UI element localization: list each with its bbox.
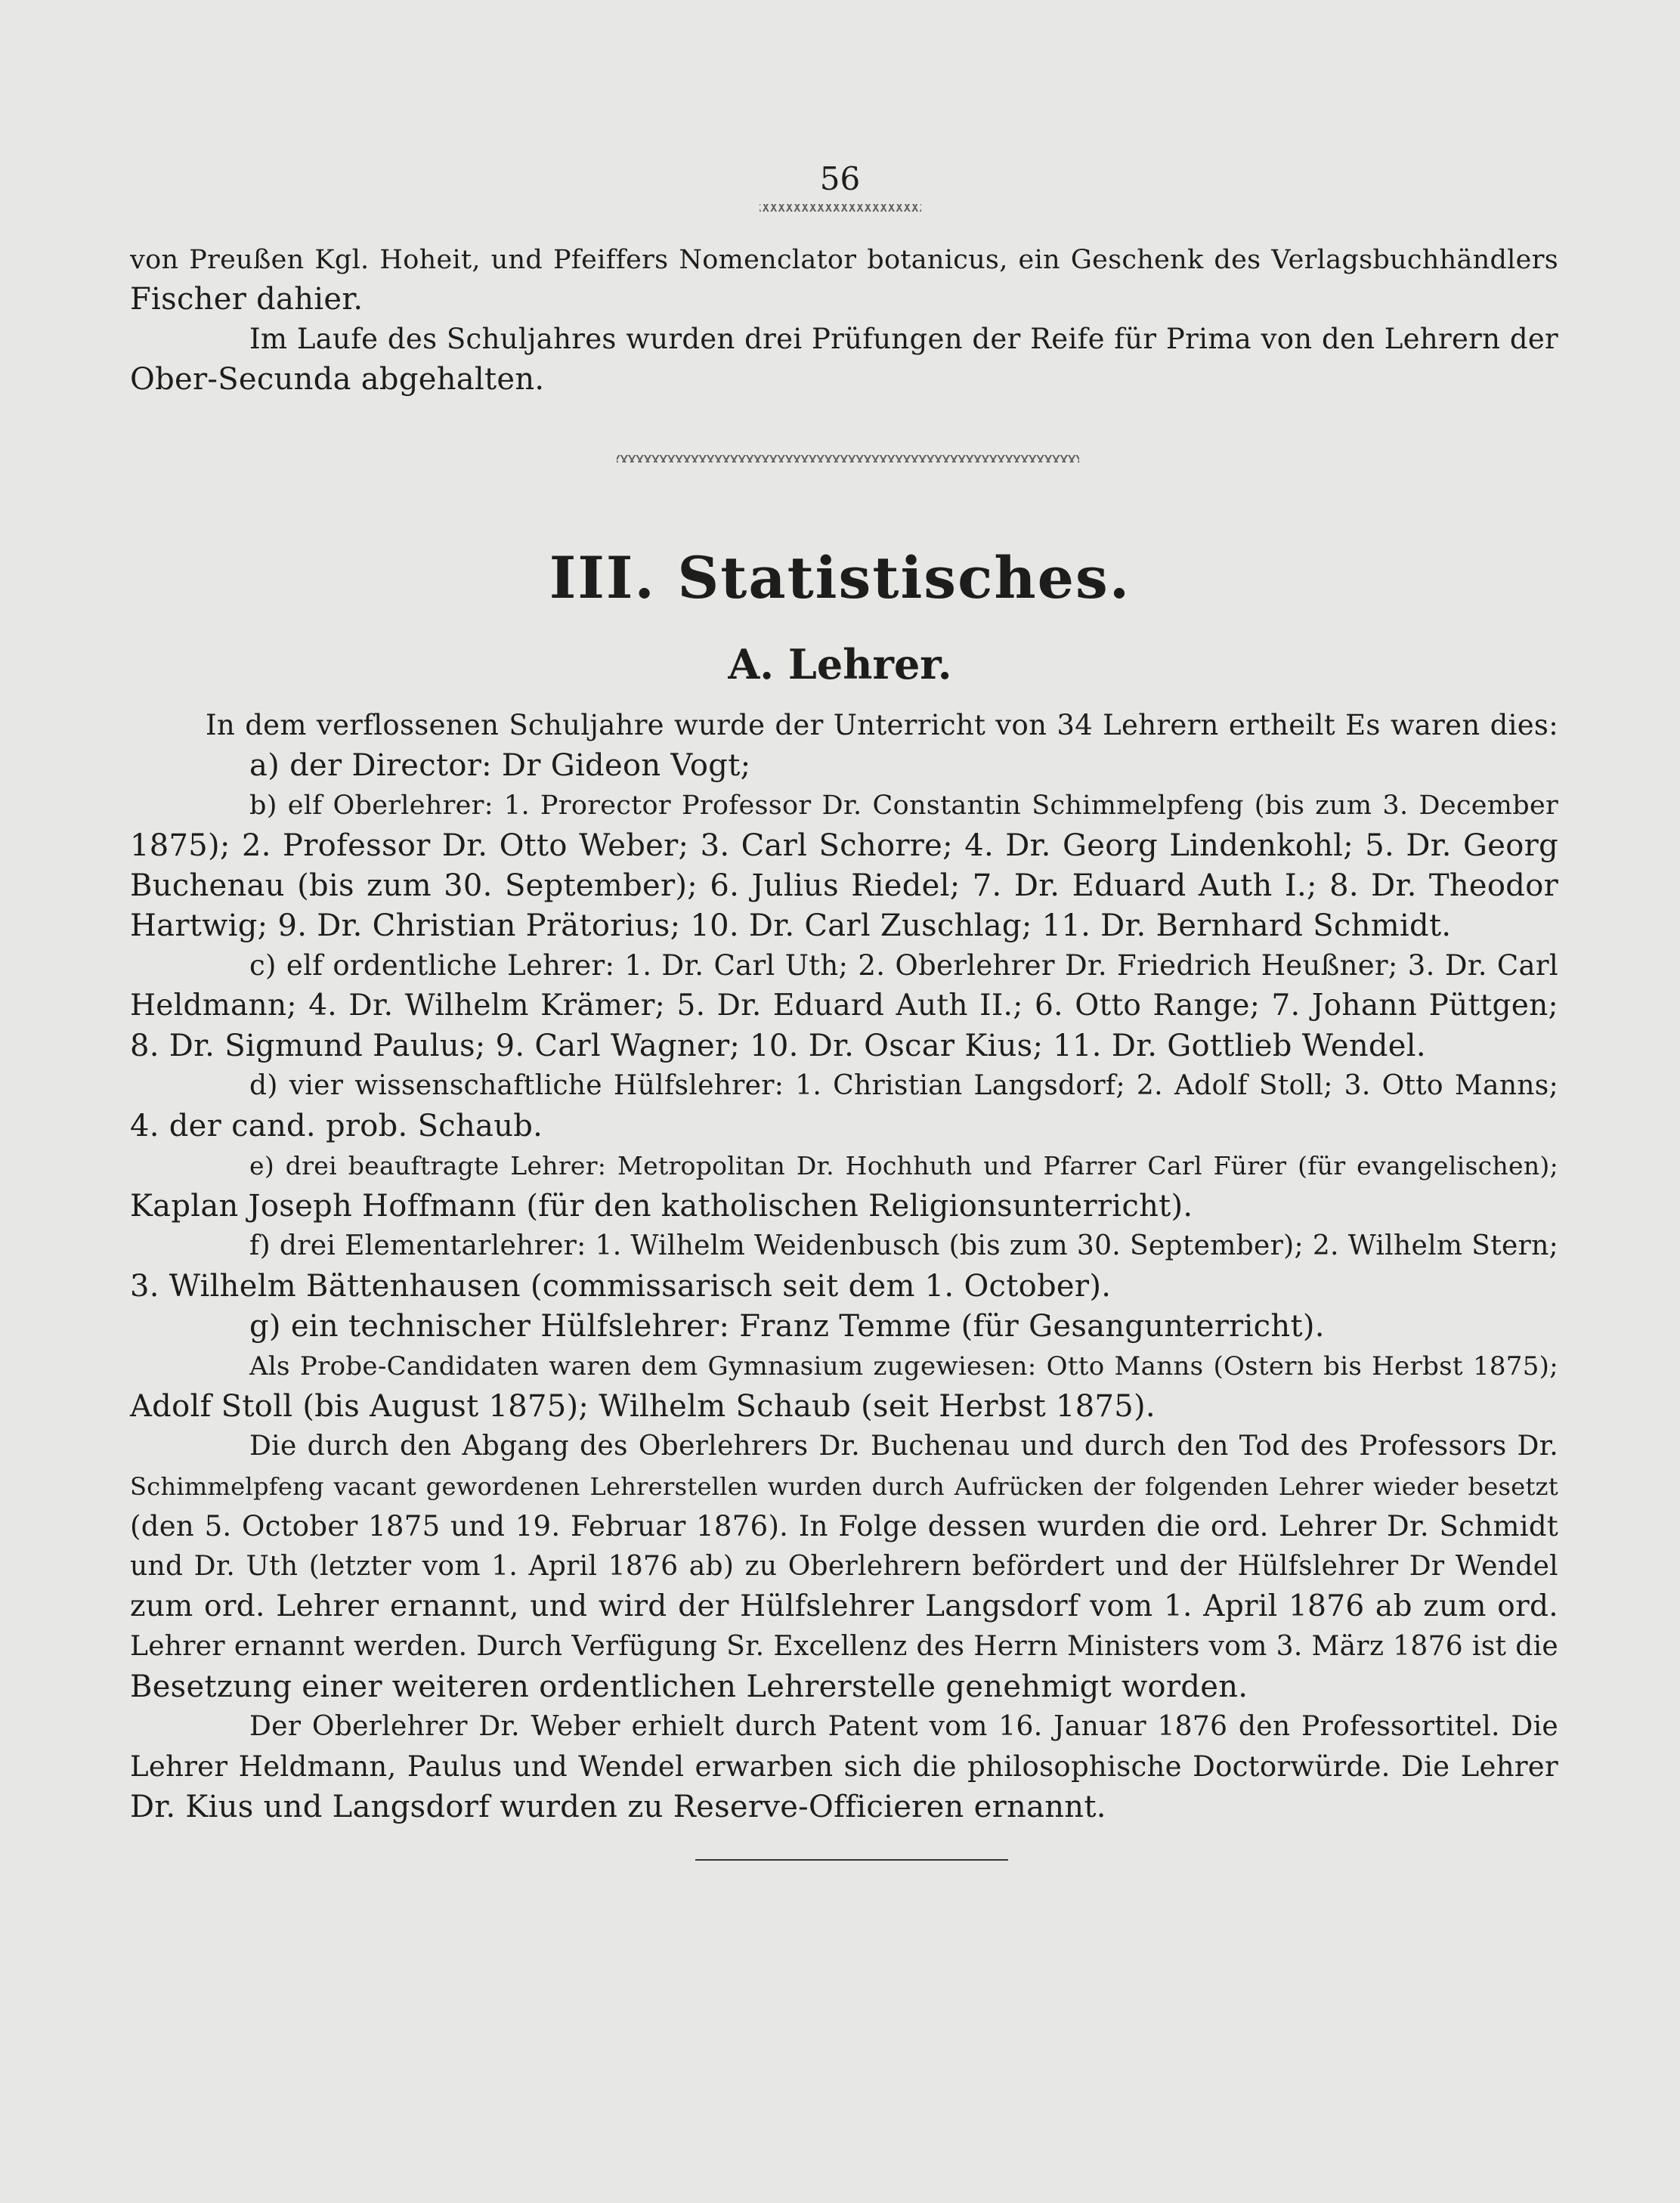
section-title: III. Statistisches. <box>549 544 1131 611</box>
text-line: e) drei beauftragte Lehrer: Metropolitan Dr. Hochhuth und Pfarrer Carl Fürer (für evangelischen); <box>249 1151 1558 1180</box>
text-line: Hartwig; 9. Dr. Christian Prätorius; 10. Dr. Carl Zuschlag; 11. Dr. Bernhard Schmidt. <box>130 908 1452 943</box>
page-number-ornament <box>760 204 921 212</box>
text-line: Besetzung einer weiteren ordentlichen Lehrerstelle genehmigt worden. <box>130 1669 1248 1704</box>
text-line: Lehrer ernannt werden. Durch Verfügung Sr. Excellenz des Herrn Ministers vom 3. März 1876 ist die <box>130 1631 1558 1662</box>
text-line: 3. Wilhelm Bättenhausen (commissarisch seit dem 1. October). <box>130 1269 1112 1304</box>
text-line: und Dr. Uth (letzter vom 1. April 1876 ab) zu Oberlehrern befördert und der Hülfslehrer Dr Wendel <box>130 1551 1558 1582</box>
text-line: zum ord. Lehrer ernannt, und wird der Hülfslehrer Langsdorf vom 1. April 1876 ab zum ord. <box>130 1589 1558 1623</box>
text-line: Fischer dahier. <box>130 282 364 317</box>
text-line: c) elf ordentliche Lehrer: 1. Dr. Carl Uth; 2. Oberlehrer Dr. Friedrich Heußner; 3. Dr. Carl <box>249 949 1558 982</box>
text-line: Buchenau (bis zum 30. September); 6. Julius Riedel; 7. Dr. Eduard Auth I.; 8. Dr. Theodor <box>130 868 1558 903</box>
text-line: g) ein technischer Hülfslehrer: Franz Temme (für Gesangunterricht). <box>249 1309 1325 1344</box>
text-line: Heldmann; 4. Dr. Wilhelm Krämer; 5. Dr. Eduard Auth II.; 6. Otto Range; 7. Johann Püttgen; <box>130 989 1558 1023</box>
text-line: Schimmelpfeng vacant gewordenen Lehrerstellen wurden durch Aufrücken der folgenden Lehrer wieder besetzt <box>130 1472 1558 1501</box>
section-divider <box>617 455 1079 463</box>
text-line: a) der Director: Dr Gideon Vogt; <box>249 748 751 783</box>
text-line: Im Laufe des Schuljahres wurden drei Prüfungen der Reife für Prima von den Lehrern der <box>249 323 1558 355</box>
text-line: Dr. Kius und Langsdorf wurden zu Reserve-Officieren ernannt. <box>130 1790 1106 1824</box>
end-rule <box>695 1859 1008 1861</box>
text-line: 1875); 2. Professor Dr. Otto Weber; 3. Carl Schorre; 4. Dr. Georg Lindenkohl; 5. Dr. Georg <box>130 828 1558 863</box>
page-number: 56 <box>819 160 861 197</box>
text-line: 4. der cand. prob. Schaub. <box>130 1109 543 1143</box>
text-line: Adolf Stoll (bis August 1875); Wilhelm Schaub (seit Herbst 1875). <box>130 1389 1156 1424</box>
text-line: Die durch den Abgang des Oberlehrers Dr. Buchenau und durch den Tod des Professors Dr. <box>249 1431 1558 1462</box>
text-line: Als Probe-Candidaten waren dem Gymnasium zugewiesen: Otto Manns (Ostern bis Herbst 1875); <box>249 1351 1558 1382</box>
subsection-title: A. Lehrer. <box>728 640 952 688</box>
text-line: b) elf Oberlehrer: 1. Prorector Professor Dr. Constantin Schimmelpfeng (bis zum 3. December <box>249 791 1558 821</box>
text-line: (den 5. October 1875 und 19. Februar 1876). In Folge dessen wurden die ord. Lehrer Dr. Schmidt <box>130 1510 1558 1542</box>
text-line: Kaplan Joseph Hoffmann (für den katholischen Religionsunterricht). <box>130 1189 1193 1224</box>
text-line: von Preußen Kgl. Hoheit, und Pfeiffers Nomenclator botanicus, ein Geschenk des Verlagsbuchhändlers <box>130 245 1558 275</box>
text-line: 8. Dr. Sigmund Paulus; 9. Carl Wagner; 10. Dr. Oscar Kius; 11. Dr. Gottlieb Wendel. <box>130 1029 1426 1063</box>
text-line: d) vier wissenschaftliche Hülfslehrer: 1. Christian Langsdorf; 2. Adolf Stoll; 3. Otto Manns; <box>249 1070 1558 1101</box>
text-line: f) drei Elementarlehrer: 1. Wilhelm Weidenbusch (bis zum 30. September); 2. Wilhelm Stern; <box>249 1230 1558 1261</box>
text-line: Der Oberlehrer Dr. Weber erhielt durch Patent vom 16. Januar 1876 den Professortitel. Die <box>249 1711 1558 1742</box>
text-line: Lehrer Heldmann, Paulus und Wendel erwarben sich die philosophische Doctorwürde. Die Lehrer <box>130 1750 1558 1783</box>
text-line: In dem verflossenen Schuljahre wurde der Unterricht von 34 Lehrern ertheilt Es waren dies: <box>206 709 1558 741</box>
text-line: Ober-Secunda abgehalten. <box>130 362 545 397</box>
